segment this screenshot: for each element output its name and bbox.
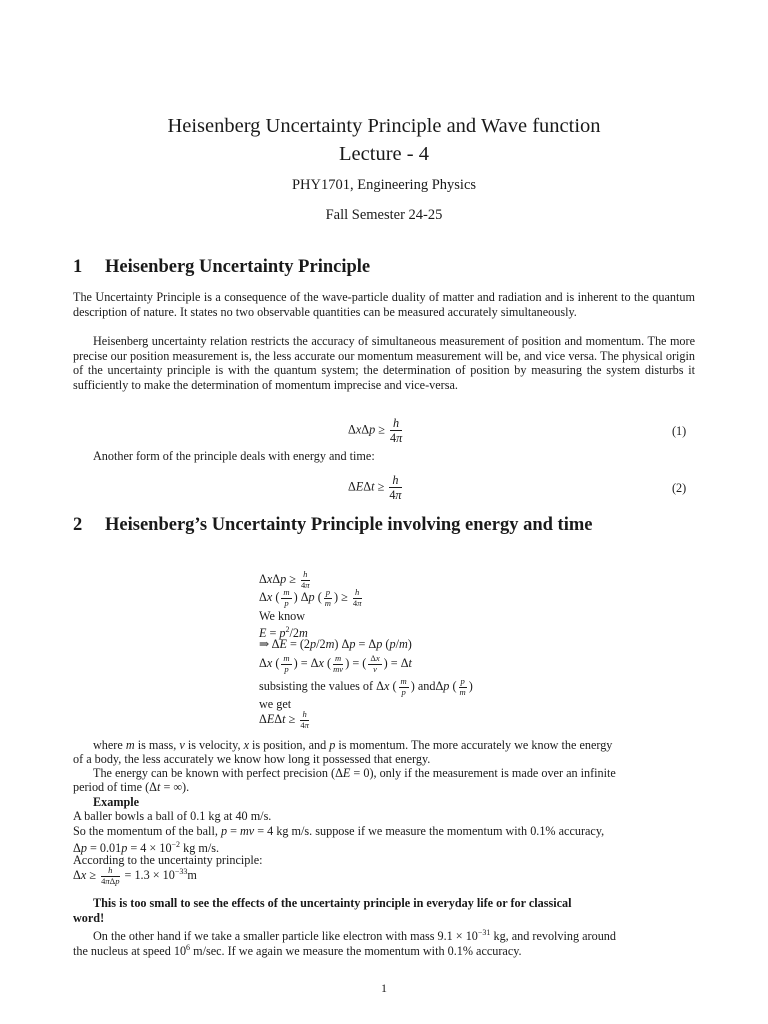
bold-note-line-1: This is too small to see the effects of the uncertainty principle in everyday life or for classical (93, 896, 572, 910)
example-line-5-b: m (187, 868, 197, 883)
derivation-line-2: Δx ( $\frac{m}{p}$ ) Δp ( $\frac{p}{m}$ ) ≥ $\frac{h}{4\pi}$ (259, 587, 362, 608)
last-line-2: the nucleus at speed $10^6$ m/sec. If we again we measure the momentum with 0.1% accuracy. (73, 943, 522, 959)
derivation-line-6: subsisting the values of Δx ( $\frac{m}{p}$ ) andΔp ( $\frac{p}{m}$ ) (259, 676, 473, 697)
and-text: and (417, 679, 436, 694)
last-line-1-a: On the other hand if we take a smaller particle like electron with mass 9.1 × 10 (93, 929, 478, 944)
section-2-heading (73, 515, 592, 536)
last-line-1: On the other hand if we take a smaller particle like electron with mass $9.1 \times 10^{-31}$ kg, and revolving around (93, 928, 616, 944)
example-line-3-b: kg m/s. (183, 841, 219, 856)
example-heading: Example (93, 795, 140, 809)
where-text: is position, and (252, 738, 327, 752)
semester: Fall Semester 24-25 (325, 207, 443, 223)
equation-2: ΔEΔt ≥ $\frac{h}{4\pi}$ (348, 473, 402, 503)
derivation-we-get: we get (259, 697, 292, 711)
last-line-2-a: the nucleus at speed 10 (73, 944, 187, 959)
example-line-1: A baller bowls a ball of 0.1 kg at 40 m/s. (73, 809, 272, 823)
another-form-text: Another form of the principle deals with energy and time: (93, 449, 375, 463)
energy-line-1-a: The energy can be known with perfect precision ( (93, 766, 336, 780)
section-2-number: 2 (73, 515, 83, 535)
equation-1-number: (1) (672, 424, 687, 438)
where-text-2: is momentum. The more accurately we know the energy (338, 738, 613, 752)
document-title (0, 112, 768, 168)
equation-2-number: (2) (672, 481, 687, 495)
equation-1: ΔxΔp ≥ $\frac{h}{4\pi}$ (348, 416, 403, 446)
derivation-line-1: ΔxΔp ≥ $\frac{h}{4\pi}$ (259, 569, 310, 590)
energy-line-2-b: ). (182, 780, 190, 794)
derivation-line-4: ⇒ ΔE = (2p/2m) Δp = Δp (p/m) (259, 637, 412, 651)
example-line-2: So the momentum of the ball, p = mv = 4 kg m/s. suppose if we measure the momentum with 0.1% accuracy, (73, 824, 605, 838)
section-1-title: Heisenberg Uncertainty Principle (105, 257, 371, 277)
example-line-2-b: = 4 kg m/s. suppose if we measure the momentum with 0.1% accuracy, (257, 824, 605, 838)
section-1-number: 1 (73, 257, 83, 277)
subsisting-text: subsisting the values of (259, 679, 374, 694)
derivation-line-3: $E = p^2/2m$ (259, 625, 308, 641)
derivation-line-5: Δx ( $\frac{m}{p}$ ) = Δx ( $\frac{m}{mv}$ ) = ( $\frac{\Delta x}{v}$ ) = Δt (259, 653, 412, 674)
energy-line-1: The energy can be known with perfect precision (ΔE = 0), only if the measurement is made over an infinite (93, 766, 616, 780)
bold-note-line-2: word! (73, 911, 105, 925)
section-2-title: Heisenberg’s Uncertainty Principle involving energy and time (105, 515, 593, 535)
course-name: PHY1701, Engineering Physics (291, 177, 477, 193)
last-line-1-b: kg, and revolving around (493, 929, 616, 944)
example-line-5: Δx ≥ $\frac{h}{\text{4πΔp}}$ = $1.3 \times 10^{-33}m$ (73, 864, 197, 886)
last-line-2-b: m/sec. If we again we measure the momentum with 0.1% accuracy. (193, 944, 522, 959)
derivation-we-know: We know (259, 609, 306, 623)
where-line-2: of a body, the less accurately we know how long it possessed that energy. (73, 752, 431, 766)
energy-line-1-b: ), only if the measurement is made over an infinite (369, 766, 616, 780)
derivation-line-7: ΔEΔt ≥ $\frac{h}{4\pi}$ (259, 709, 309, 730)
energy-line-2: period of time (Δt = ∞). (73, 780, 190, 794)
paragraph-1: The Uncertainty Principle is a consequence of the wave-particle duality of matter and radiation and is inherent to the quantum description of nature. It states no two observable quantities can be measured accurately simultaneously. (73, 290, 695, 319)
energy-line-2-a: period of time ( (73, 780, 150, 794)
title-line-1: Heisenberg Uncertainty Principle and Wave function (167, 115, 601, 137)
page-number: 1 (381, 981, 387, 995)
where-line-1: where m is mass, v is velocity, x is position, and p is momentum. The more accurately we know the energy (93, 738, 613, 752)
paragraph-2: Heisenberg uncertainty relation restricts the accuracy of simultaneous measurement of position and momentum. The more precise our position measurement is, the less accurate our momentum measurement will be, and vice versa. The physical origin of the uncertainty principle is with the quantum system; the determination of position by measuring the system disturbs it sufficiently to make the determination of momentum imprecise and vice-versa. (73, 334, 695, 392)
section-1-heading (73, 257, 370, 278)
example-line-2-a: So the momentum of the ball, (73, 824, 218, 838)
example-line-3: $\Delta p = 0.01p = 4 \times 10^{-2}$ kg m/s. (73, 840, 219, 856)
example-line-4: According to the uncertainty principle: (73, 853, 263, 867)
title-line-2: Lecture - 4 (339, 143, 429, 165)
